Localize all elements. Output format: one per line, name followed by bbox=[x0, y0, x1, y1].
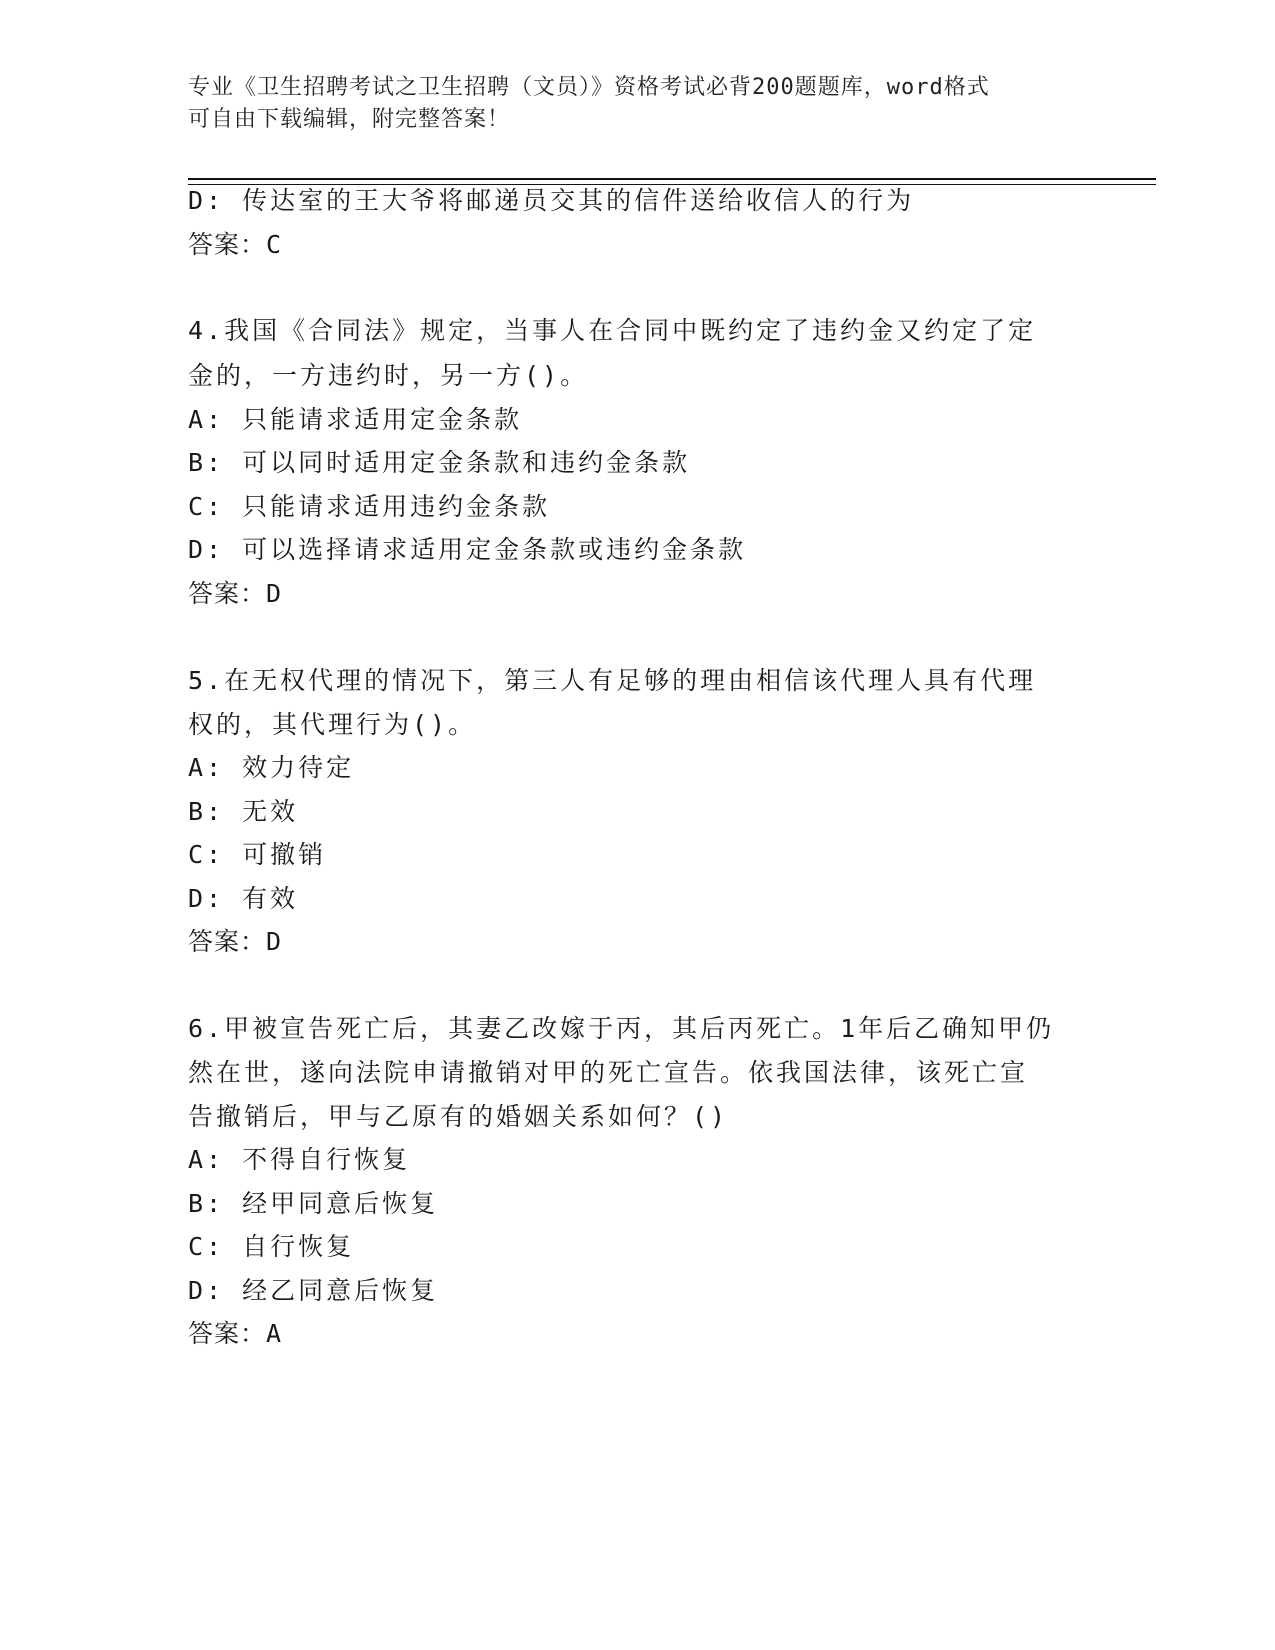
header-line-2: 可自由下载编辑，附完整答案！ bbox=[188, 107, 511, 132]
answer: 答案：D bbox=[188, 579, 283, 608]
question-stem: 金的，一方违约时，另一方()。 bbox=[188, 361, 589, 390]
question-stem: 然在世，遂向法院申请撤销对甲的死亡宣告。依我国法律，该死亡宣 bbox=[188, 1058, 1029, 1087]
question-stem: 告撤销后，甲与乙原有的婚姻关系如何？() bbox=[188, 1102, 729, 1131]
option-d: D: 有效 bbox=[188, 884, 299, 913]
option-a: A: 不得自行恢复 bbox=[188, 1145, 411, 1174]
answer: 答案：A bbox=[188, 1319, 283, 1348]
option-b: B: 经甲同意后恢复 bbox=[188, 1189, 439, 1218]
document-header bbox=[188, 72, 1088, 136]
option-c: C: 可撤销 bbox=[188, 840, 327, 869]
header-rule-thick bbox=[188, 178, 1156, 180]
option-c: C: 自行恢复 bbox=[188, 1232, 355, 1261]
option-c: C: 只能请求适用违约金条款 bbox=[188, 492, 551, 521]
option-d: D: 可以选择请求适用定金条款或违约金条款 bbox=[188, 535, 747, 564]
option-a: A: 效力待定 bbox=[188, 753, 355, 782]
option-d: D: 传达室的王大爷将邮递员交其的信件送给收信人的行为 bbox=[188, 186, 915, 215]
option-d: D: 经乙同意后恢复 bbox=[188, 1276, 439, 1305]
question-stem: 5.在无权代理的情况下，第三人有足够的理由相信该代理人具有代理 bbox=[188, 666, 1037, 695]
header-line-1: 专业《卫生招聘考试之卫生招聘（文员）》资格考试必背200题题库，word格式 bbox=[188, 75, 990, 100]
question-stem: 4.我国《合同法》规定，当事人在合同中既约定了违约金又约定了定 bbox=[188, 316, 1037, 345]
option-a: A: 只能请求适用定金条款 bbox=[188, 405, 523, 434]
answer: 答案：D bbox=[188, 927, 283, 956]
question-stem: 权的，其代理行为()。 bbox=[188, 710, 477, 739]
question-stem: 6.甲被宣告死亡后，其妻乙改嫁于丙，其后丙死亡。1年后乙确知甲仍 bbox=[188, 1014, 1055, 1043]
option-b: B: 无效 bbox=[188, 797, 299, 826]
answer: 答案：C bbox=[188, 230, 283, 259]
option-b: B: 可以同时适用定金条款和违约金条款 bbox=[188, 448, 691, 477]
